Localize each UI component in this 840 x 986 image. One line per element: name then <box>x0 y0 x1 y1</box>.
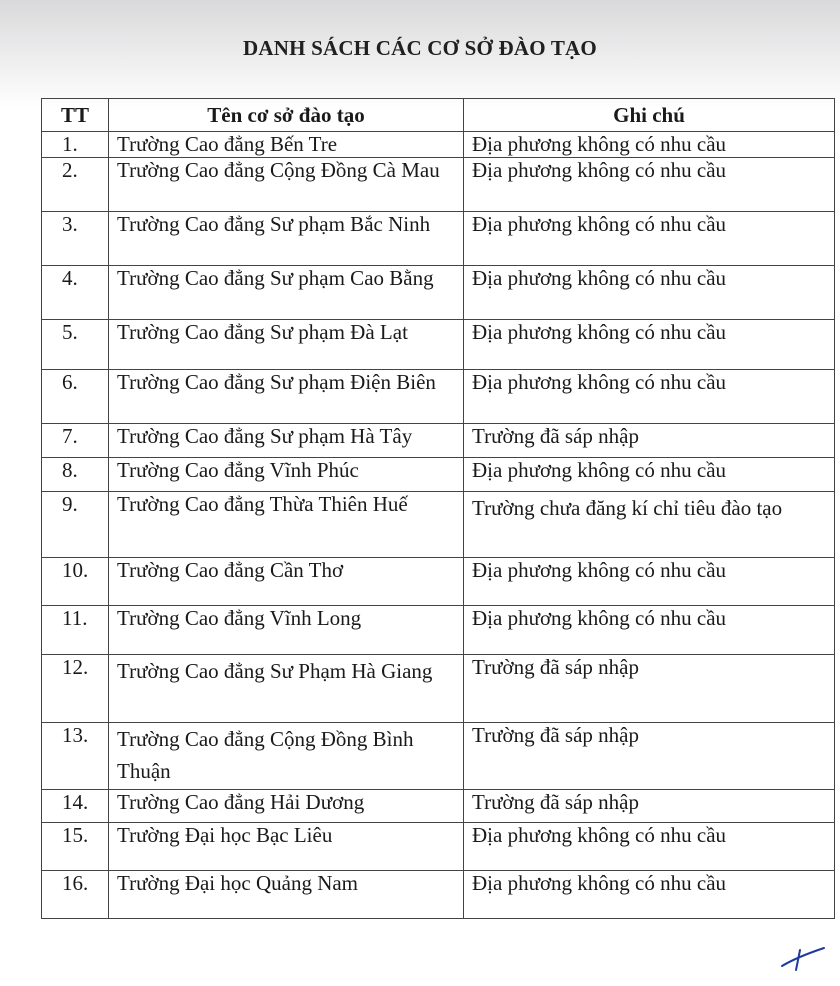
row-number: 14. <box>42 790 109 823</box>
row-number: 7. <box>42 424 109 458</box>
row-school-name: Trường Cao đẳng Cộng Đồng Bình Thuận <box>109 723 464 790</box>
row-school-name: Trường Cao đẳng Sư phạm Điện Biên <box>109 370 464 424</box>
table-header-row <box>42 99 835 132</box>
row-school-name: Trường Cao đẳng Sư phạm Cao Bằng <box>109 266 464 320</box>
row-note: Địa phương không có nhu cầu <box>464 606 835 655</box>
initial-mark <box>778 942 828 972</box>
row-note: Địa phương không có nhu cầu <box>464 558 835 606</box>
table-row <box>42 370 835 424</box>
row-number: 13. <box>42 723 109 790</box>
row-school-name: Trường Cao đẳng Sư phạm Đà Lạt <box>109 320 464 370</box>
row-number: 16. <box>42 871 109 919</box>
row-note: Trường đã sáp nhập <box>464 723 835 790</box>
row-note: Địa phương không có nhu cầu <box>464 458 835 492</box>
row-school-name: Trường Cao đẳng Sư Phạm Hà Giang <box>109 655 464 723</box>
row-number: 1. <box>42 132 109 158</box>
table-row <box>42 212 835 266</box>
row-number: 15. <box>42 823 109 871</box>
row-number: 9. <box>42 492 109 558</box>
table-row <box>42 723 835 790</box>
row-number: 10. <box>42 558 109 606</box>
page-title: DANH SÁCH CÁC CƠ SỞ ĐÀO TẠO <box>243 36 597 60</box>
table-row <box>42 424 835 458</box>
row-note: Địa phương không có nhu cầu <box>464 212 835 266</box>
row-note: Địa phương không có nhu cầu <box>464 266 835 320</box>
row-note: Trường đã sáp nhập <box>464 424 835 458</box>
row-school-name: Trường Cao đẳng Sư phạm Hà Tây <box>109 424 464 458</box>
row-note: Trường đã sáp nhập <box>464 655 835 723</box>
row-note: Trường chưa đăng kí chỉ tiêu đào tạo <box>464 492 835 558</box>
table-row <box>42 458 835 492</box>
row-school-name: Trường Cao đẳng Cần Thơ <box>109 558 464 606</box>
row-note: Địa phương không có nhu cầu <box>464 132 835 158</box>
header-tt: TT <box>42 99 109 132</box>
table-row <box>42 823 835 871</box>
row-note: Địa phương không có nhu cầu <box>464 823 835 871</box>
table-row <box>42 655 835 723</box>
table-row <box>42 158 835 212</box>
row-number: 12. <box>42 655 109 723</box>
row-number: 11. <box>42 606 109 655</box>
row-school-name: Trường Cao đẳng Sư phạm Bắc Ninh <box>109 212 464 266</box>
row-number: 6. <box>42 370 109 424</box>
row-note: Trường đã sáp nhập <box>464 790 835 823</box>
row-school-name: Trường Cao đẳng Hải Dương <box>109 790 464 823</box>
table-row <box>42 320 835 370</box>
table-row <box>42 606 835 655</box>
row-school-name: Trường Cao đẳng Thừa Thiên Huế <box>109 492 464 558</box>
row-school-name: Trường Cao đẳng Cộng Đồng Cà Mau <box>109 158 464 212</box>
header-note: Ghi chú <box>464 99 835 132</box>
row-number: 3. <box>42 212 109 266</box>
table-row <box>42 871 835 919</box>
table-row <box>42 790 835 823</box>
table-row <box>42 492 835 558</box>
row-note: Địa phương không có nhu cầu <box>464 158 835 212</box>
table-row <box>42 132 835 158</box>
row-number: 8. <box>42 458 109 492</box>
row-school-name: Trường Đại học Quảng Nam <box>109 871 464 919</box>
row-school-name: Trường Đại học Bạc Liêu <box>109 823 464 871</box>
row-school-name: Trường Cao đẳng Vĩnh Long <box>109 606 464 655</box>
table-row <box>42 266 835 320</box>
header-name: Tên cơ sở đào tạo <box>109 99 464 132</box>
row-number: 4. <box>42 266 109 320</box>
row-note: Địa phương không có nhu cầu <box>464 871 835 919</box>
row-number: 5. <box>42 320 109 370</box>
row-note: Địa phương không có nhu cầu <box>464 370 835 424</box>
row-school-name: Trường Cao đẳng Vĩnh Phúc <box>109 458 464 492</box>
row-school-name: Trường Cao đẳng Bến Tre <box>109 132 464 158</box>
table-row <box>42 558 835 606</box>
row-number: 2. <box>42 158 109 212</box>
school-table <box>41 98 835 919</box>
row-note: Địa phương không có nhu cầu <box>464 320 835 370</box>
